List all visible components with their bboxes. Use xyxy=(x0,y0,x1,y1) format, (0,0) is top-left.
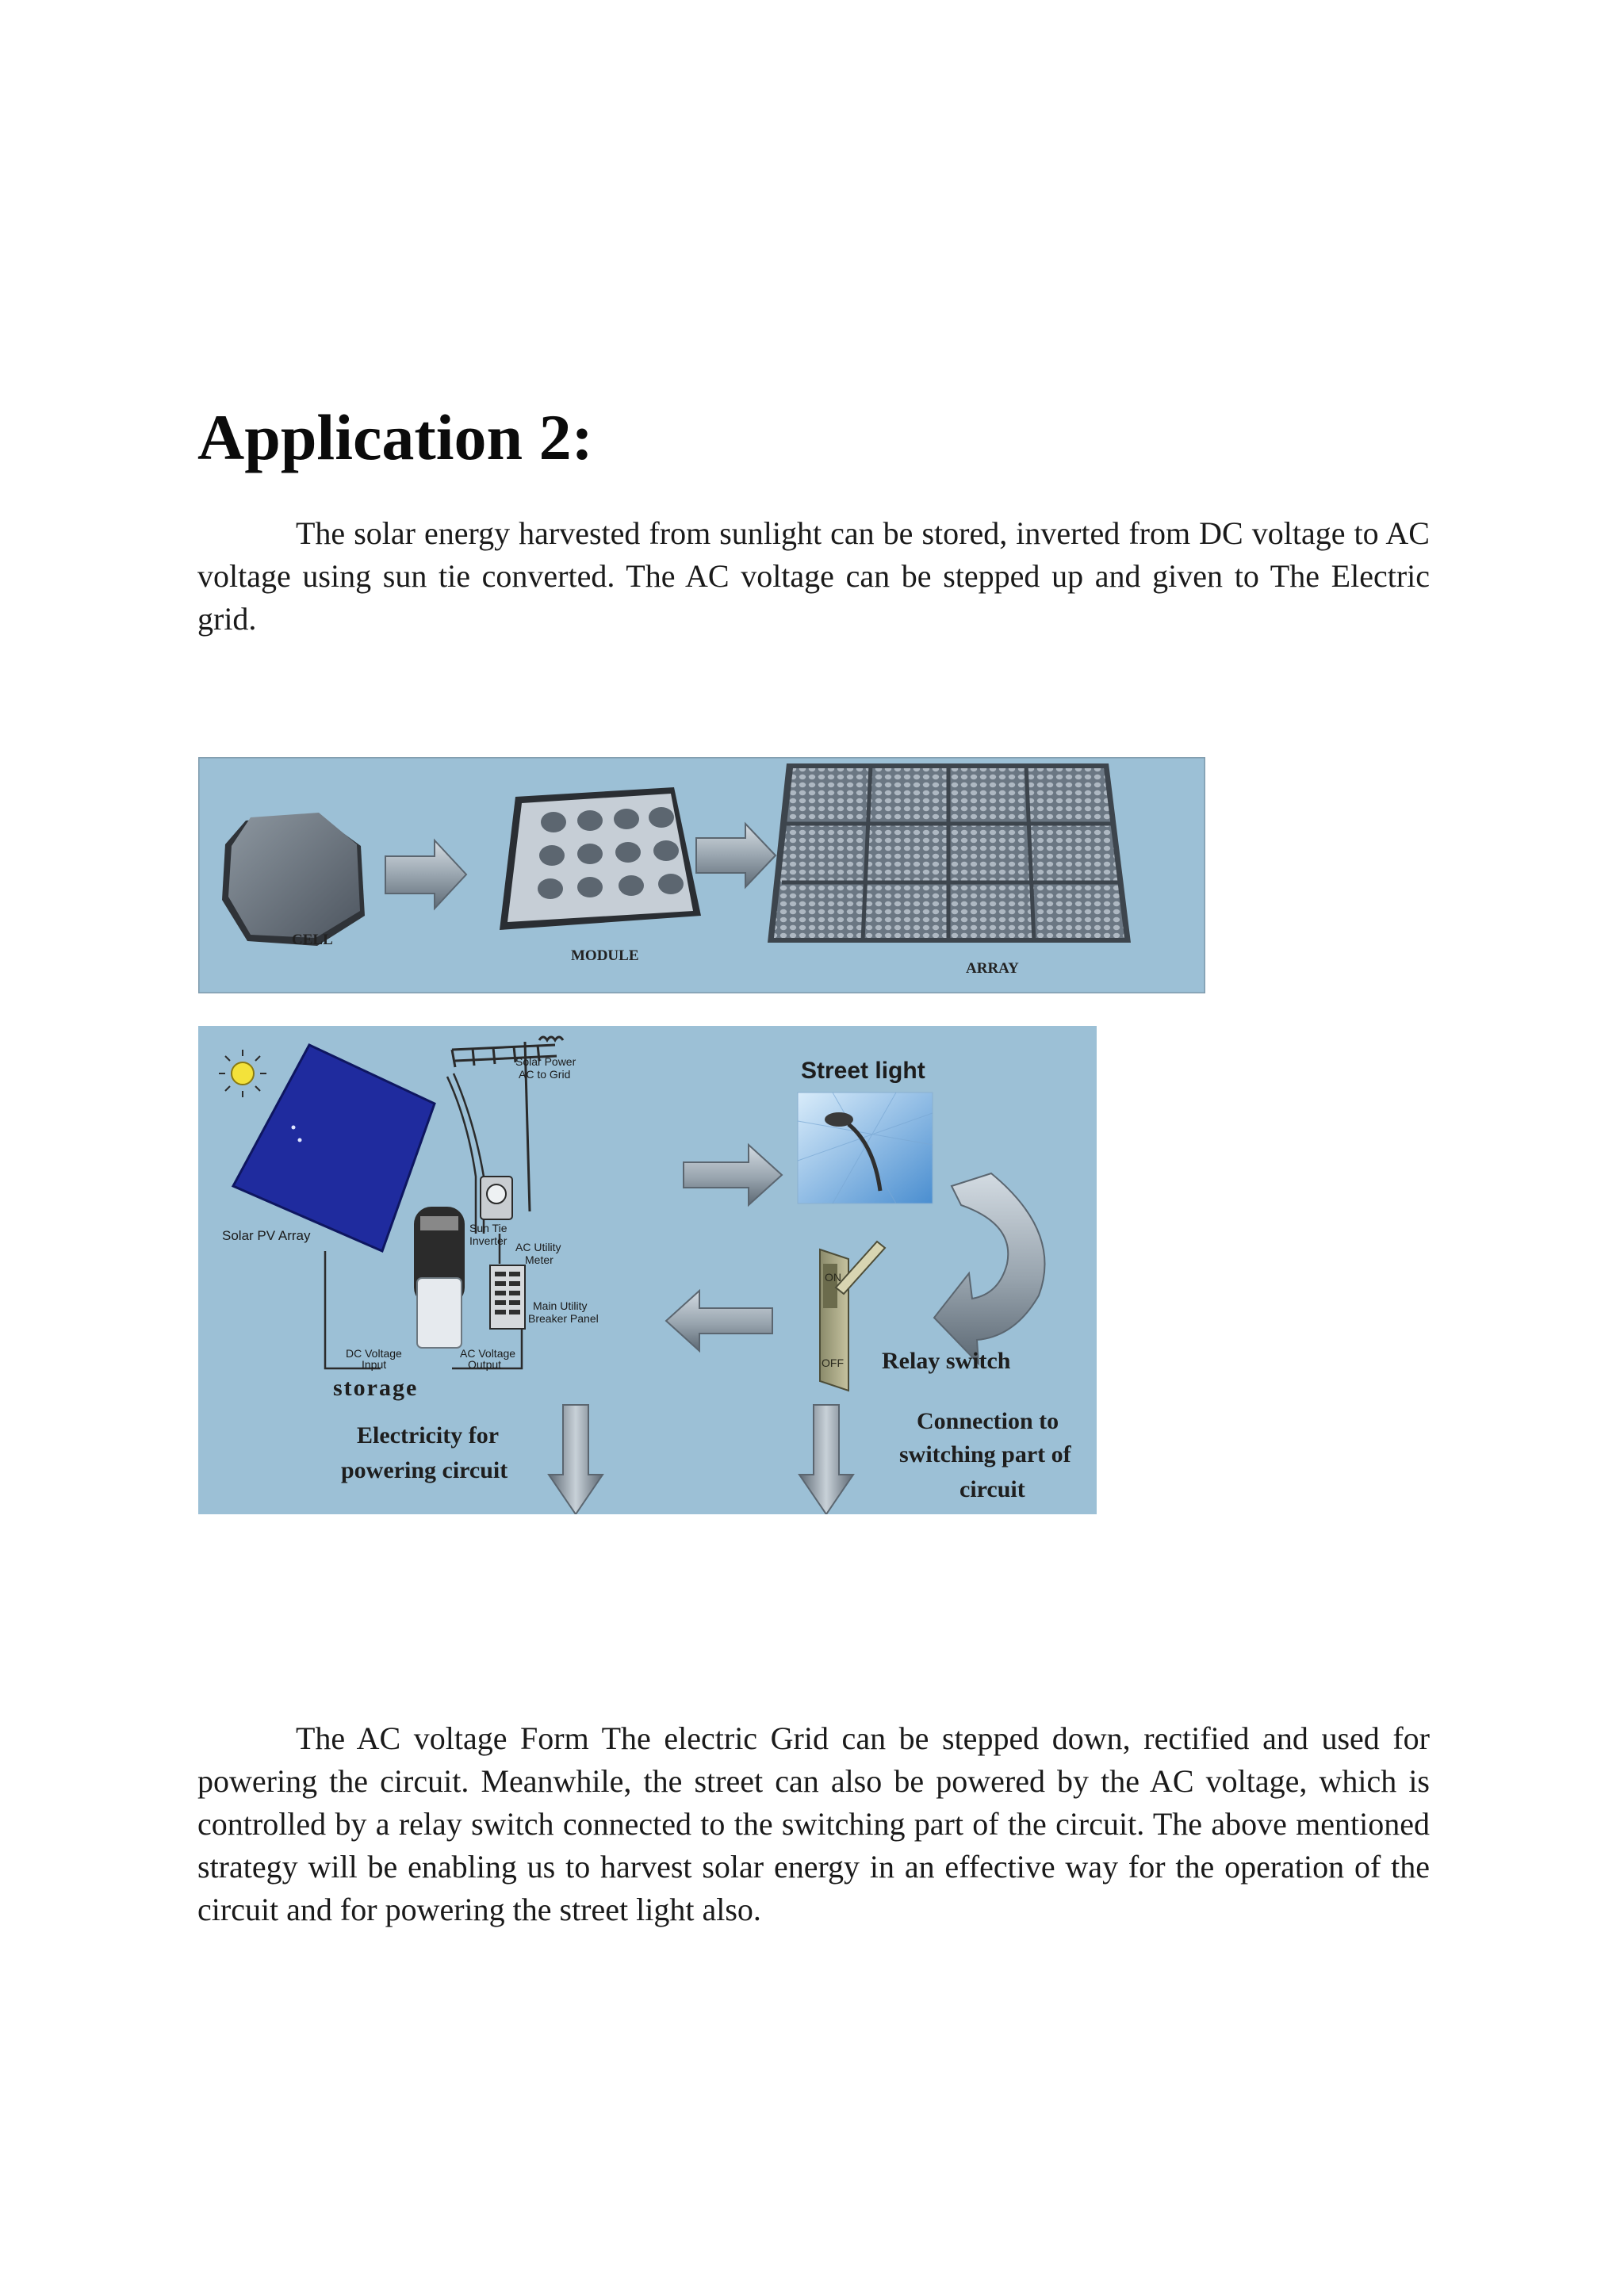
solar-pv-array-label: Solar PV Array xyxy=(222,1228,311,1243)
electricity-label-line2: powering circuit xyxy=(341,1457,508,1483)
solar-grid-system-figure xyxy=(198,1026,1097,1514)
street-light-label: Street light xyxy=(801,1058,925,1084)
main-utility-label-line1: Main Utility xyxy=(533,1299,588,1312)
dc-input-label-line1: DC Voltage xyxy=(346,1347,402,1360)
ac-meter-label-line1: AC Utility xyxy=(515,1241,561,1253)
breaker-panel-icon xyxy=(490,1265,525,1329)
ac-output-label-line2: Output xyxy=(468,1358,502,1371)
module-label: MODULE xyxy=(571,947,639,964)
storage-label: storage xyxy=(333,1375,419,1401)
ac-meter-label-line2: Meter xyxy=(525,1253,553,1266)
ac-output-label-line1: AC Voltage xyxy=(460,1347,516,1360)
connection-label-line1: Connection to xyxy=(917,1408,1059,1434)
array-label: ARRAY xyxy=(966,960,1019,977)
connection-label-line2: switching part of xyxy=(899,1441,1071,1468)
electricity-label-line1: Electricity for xyxy=(357,1422,500,1448)
sun-tie-label-line1: Sun Tie xyxy=(469,1222,508,1234)
street-light-icon xyxy=(798,1093,933,1203)
cell-label: CELL xyxy=(292,932,333,948)
solar-power-label-line1: Solar Power xyxy=(515,1055,576,1068)
sun-tie-inverter-icon xyxy=(414,1207,465,1348)
switch-on-label: ON xyxy=(825,1271,841,1284)
solar-array-icon xyxy=(768,763,1131,943)
relay-switch-label: Relay switch xyxy=(882,1348,1011,1374)
main-utility-label-line2: Breaker Panel xyxy=(528,1312,599,1325)
solar-module-icon xyxy=(500,787,701,930)
intro-paragraph: The solar energy harvested from sunlight can be stored, inverted from DC voltage to AC voltage using sun tie converted. The AC voltage can be stepped up and given to The Electric grid. xyxy=(197,515,1430,637)
dc-input-label-line2: Input xyxy=(362,1358,387,1371)
ac-utility-meter-icon xyxy=(481,1177,512,1219)
page-heading: Application 2: xyxy=(197,401,593,473)
closing-paragraph: The AC voltage Form The electric Grid can be stepped down, rectified and used for powering the circuit. Meanwhile, the street can also be powered by the AC voltage, which is controlled by a relay switch connected to the switching part of the circuit. The above mentioned strategy will be enabling us to harvest solar energy in an effective way for the operation of the circuit and for powering the street light also. xyxy=(197,1720,1430,1927)
switch-off-label: OFF xyxy=(822,1357,844,1369)
sun-tie-label-line2: Inverter xyxy=(469,1234,508,1247)
solar-power-label-line2: AC to Grid xyxy=(519,1068,571,1081)
cell-module-array-figure xyxy=(198,757,1205,993)
connection-label-line3: circuit xyxy=(959,1476,1025,1502)
